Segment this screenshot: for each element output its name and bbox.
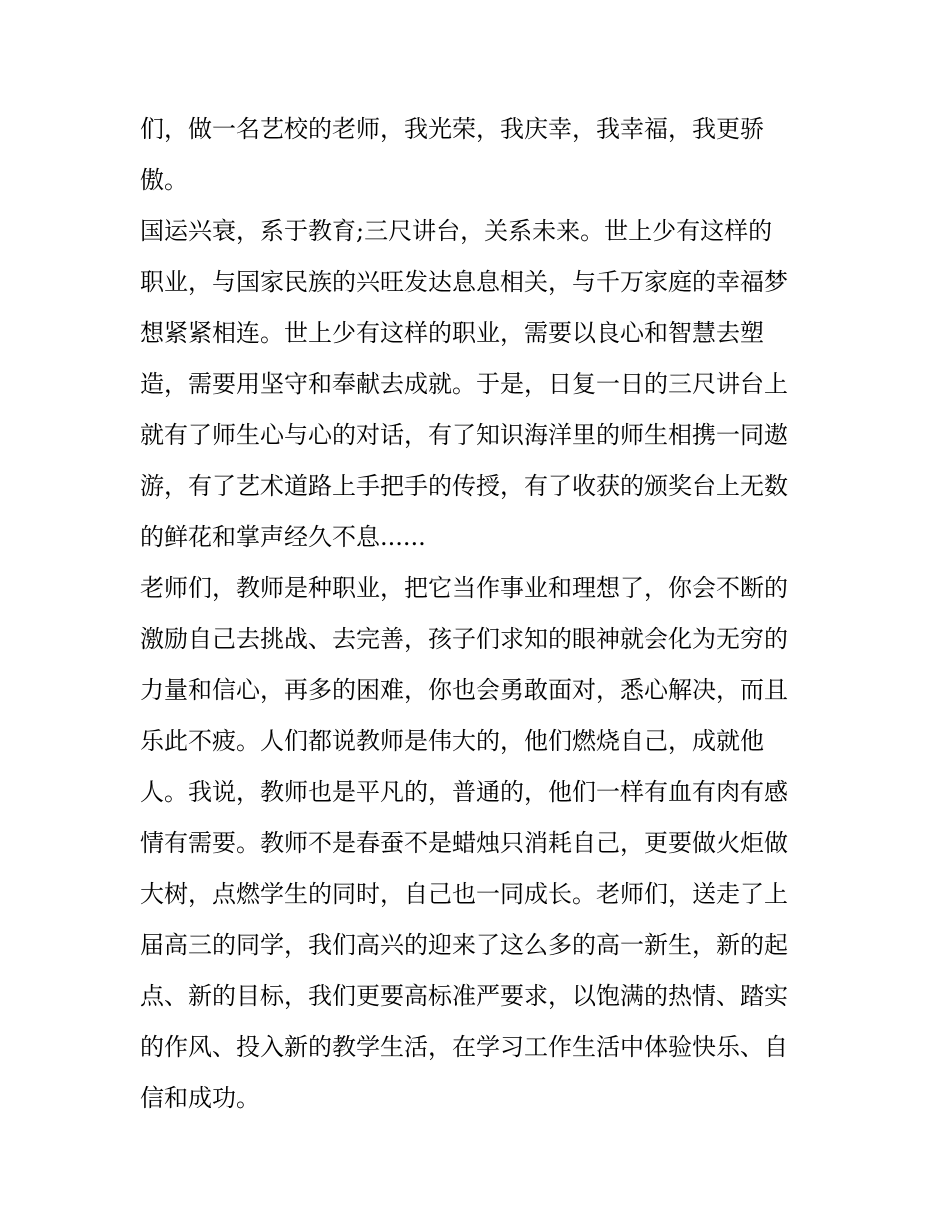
text-line: 乐此不疲。人们都说教师是伟大的，他们燃烧自己，成就他	[140, 727, 764, 755]
text-line: 激励自己去挑战、去完善，孩子们求知的眼神就会化为无穷的	[140, 625, 788, 653]
text-line: 力量和信心，再多的困难，你也会勇敢面对，悉心解决，而且	[140, 676, 788, 704]
text-line: 们，做一名艺校的老师，我光荣，我庆幸，我幸福，我更骄	[140, 115, 764, 143]
text-line: 就有了师生心与心的对话，有了知识海洋里的师生相携一同遨	[140, 421, 788, 449]
document-body	[140, 104, 820, 1124]
text-line: 傲。	[140, 166, 188, 194]
text-line: 造，需要用坚守和奉献去成就。于是，日复一日的三尺讲台上	[140, 370, 788, 398]
text-line: 游，有了艺术道路上手把手的传授，有了收获的颁奖台上无数	[140, 472, 788, 500]
text-line: 职业，与国家民族的兴旺发达息息相关，与千万家庭的幸福梦	[140, 268, 788, 296]
text-line: 大树，点燃学生的同时，自己也一同成长。老师们，送走了上	[140, 880, 788, 908]
text-line: 国运兴衰，系于教育;三尺讲台，关系未来。世上少有这样的	[140, 217, 773, 245]
text-line: 想紧紧相连。世上少有这样的职业，需要以良心和智慧去塑	[140, 319, 764, 347]
text-line: 点、新的目标，我们更要高标准严要求，以饱满的热情、踏实	[140, 982, 788, 1010]
text-line: 届高三的同学，我们高兴的迎来了这么多的高一新生，新的起	[140, 931, 788, 959]
text-line: 信和成功。	[140, 1084, 260, 1112]
text-line: 的鲜花和掌声经久不息......	[140, 523, 426, 551]
text-line: 情有需要。教师不是春蚕不是蜡烛只消耗自己，更要做火炬做	[140, 829, 788, 857]
text-line: 人。我说，教师也是平凡的，普通的，他们一样有血有肉有感	[140, 778, 788, 806]
text-line: 老师们，教师是种职业，把它当作事业和理想了，你会不断的	[140, 574, 788, 602]
text-line: 的作风、投入新的教学生活，在学习工作生活中体验快乐、自	[140, 1033, 788, 1061]
